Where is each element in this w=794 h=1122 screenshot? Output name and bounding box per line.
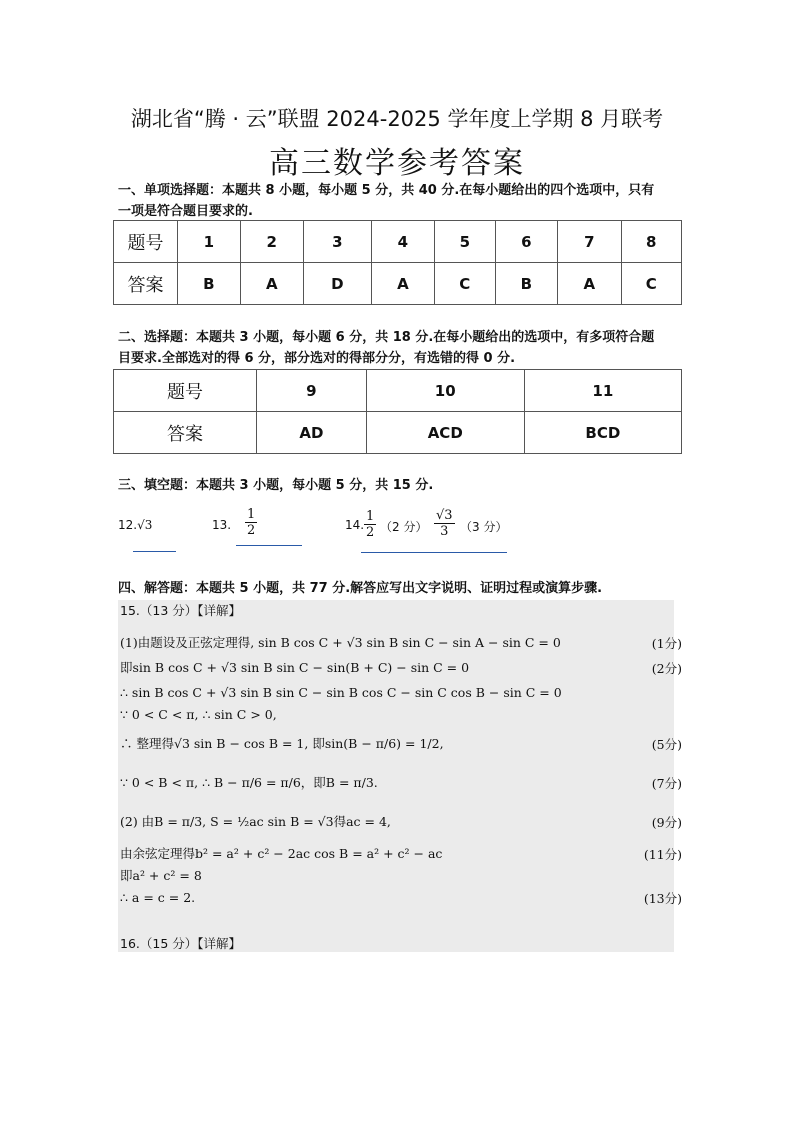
solution-line: ∵ 0 < C < π, ∴ sin C > 0, bbox=[120, 707, 277, 722]
solution-line: 由余弦定理得b² = a² + c² − 2ac cos B = a² + c² − ac bbox=[120, 846, 443, 861]
answer-cell: BCD bbox=[524, 412, 681, 454]
question-number: 6 bbox=[495, 221, 558, 263]
answer-cell: A bbox=[558, 263, 621, 305]
q12 bbox=[118, 518, 152, 532]
q16-header: 16.（15 分）【详解】 bbox=[120, 936, 242, 951]
solution-score: (5分) bbox=[651, 737, 682, 752]
question-number: 2 bbox=[240, 221, 303, 263]
q13-underline bbox=[236, 545, 302, 546]
answer-cell: ACD bbox=[366, 412, 524, 454]
question-number: 3 bbox=[303, 221, 371, 263]
q14-a-score: （2 分） bbox=[380, 520, 428, 534]
answer-cell: B bbox=[495, 263, 558, 305]
section1-desc-line2: 一项是符合题目要求的. bbox=[118, 204, 253, 219]
answer-cell: AD bbox=[257, 412, 367, 454]
answer-cell: C bbox=[435, 263, 495, 305]
question-number: 5 bbox=[435, 221, 495, 263]
q14-b-numerator: √3 bbox=[436, 508, 453, 523]
section2-desc-line2: 目要求.全部选对的得 6 分，部分选对的得部分分，有选错的得 0 分. bbox=[118, 351, 516, 366]
answer-label: 答案 bbox=[114, 412, 257, 454]
answer-cell: A bbox=[371, 263, 434, 305]
header-label: 题号 bbox=[114, 221, 178, 263]
solution-line: ∴ 整理得√3 sin B − cos B = 1, 即sin(B − π/6) = 1/2, bbox=[120, 736, 444, 751]
q14-b-denominator: 3 bbox=[440, 524, 449, 539]
question-number: 7 bbox=[558, 221, 621, 263]
q14-b-score: （3 分） bbox=[460, 520, 508, 534]
solution-line: 即sin B cos C + √3 sin B sin C − sin(B + C) − sin C = 0 bbox=[120, 660, 470, 675]
answer-cell: A bbox=[240, 263, 303, 305]
section2-desc-line1: 二、选择题：本题共 3 小题，每小题 6 分，共 18 分.在每小题给出的选项中，有多项符合题 bbox=[118, 330, 655, 345]
q14-label: 14. bbox=[345, 518, 365, 532]
answer-cell: D bbox=[303, 263, 371, 305]
section4-desc: 四、解答题：本题共 5 小题，共 77 分.解答应写出文字说明、证明过程或演算步骤. bbox=[118, 581, 603, 596]
section1-desc-line1: 一、单项选择题：本题共 8 小题，每小题 5 分，共 40 分.在每小题给出的四个选项中，只有 bbox=[118, 183, 655, 198]
q12-underline bbox=[133, 551, 176, 552]
question-number: 1 bbox=[178, 221, 241, 263]
q14-answer-b bbox=[434, 508, 455, 539]
page-subtitle: 高三数学参考答案 bbox=[269, 146, 525, 181]
solution-line: (2) 由B = π/3, S = ½ac sin B = √3得ac = 4, bbox=[120, 814, 391, 829]
q14-a-denominator: 2 bbox=[366, 525, 375, 540]
question-number: 11 bbox=[524, 370, 681, 412]
answer-label: 答案 bbox=[114, 263, 178, 305]
q14-underline bbox=[361, 552, 507, 553]
question-number: 10 bbox=[366, 370, 524, 412]
q12-label: 12. bbox=[118, 518, 138, 532]
q15-header: 15.（13 分）【详解】 bbox=[120, 603, 242, 618]
answer-cell: C bbox=[621, 263, 682, 305]
solution-score: (7分) bbox=[651, 776, 682, 791]
q13-answer bbox=[245, 507, 257, 538]
solution-score: (9分) bbox=[651, 815, 682, 830]
question-number: 4 bbox=[371, 221, 434, 263]
question-number: 8 bbox=[621, 221, 682, 263]
header-label: 题号 bbox=[114, 370, 257, 412]
solution-line: ∴ sin B cos C + √3 sin B sin C − sin B cos C − sin C cos B − sin C = 0 bbox=[120, 685, 562, 700]
solution-score: (11分) bbox=[643, 847, 682, 862]
q14-answer-a bbox=[364, 509, 376, 540]
answer-table-multi-choice bbox=[113, 369, 682, 454]
solution-line: 即a² + c² = 8 bbox=[120, 868, 202, 883]
q13-denominator: 2 bbox=[247, 523, 256, 538]
answer-cell: B bbox=[178, 263, 241, 305]
q13-label: 13. bbox=[212, 518, 232, 532]
solution-line: (1)由题设及正弦定理得, sin B cos C + √3 sin B sin C − sin A − sin C = 0 bbox=[120, 635, 561, 650]
solution-score: (1分) bbox=[651, 636, 682, 651]
exam-title: 湖北省“腾 · 云”联盟 2024-2025 学年度上学期 8 月联考 bbox=[130, 107, 664, 131]
solution-score: (2分) bbox=[651, 661, 682, 676]
q13-numerator: 1 bbox=[247, 507, 256, 522]
section3-desc: 三、填空题：本题共 3 小题，每小题 5 分，共 15 分. bbox=[118, 478, 434, 493]
solution-line: ∵ 0 < B < π, ∴ B − π/6 = π/6，即B = π/3. bbox=[120, 775, 378, 790]
question-number: 9 bbox=[257, 370, 367, 412]
answer-table-single-choice bbox=[113, 220, 682, 305]
solution-score: (13分) bbox=[643, 891, 682, 906]
q12-answer: √3 bbox=[137, 518, 153, 532]
solution-line: ∴ a = c = 2. bbox=[120, 890, 196, 905]
q14-a-numerator: 1 bbox=[366, 509, 375, 524]
